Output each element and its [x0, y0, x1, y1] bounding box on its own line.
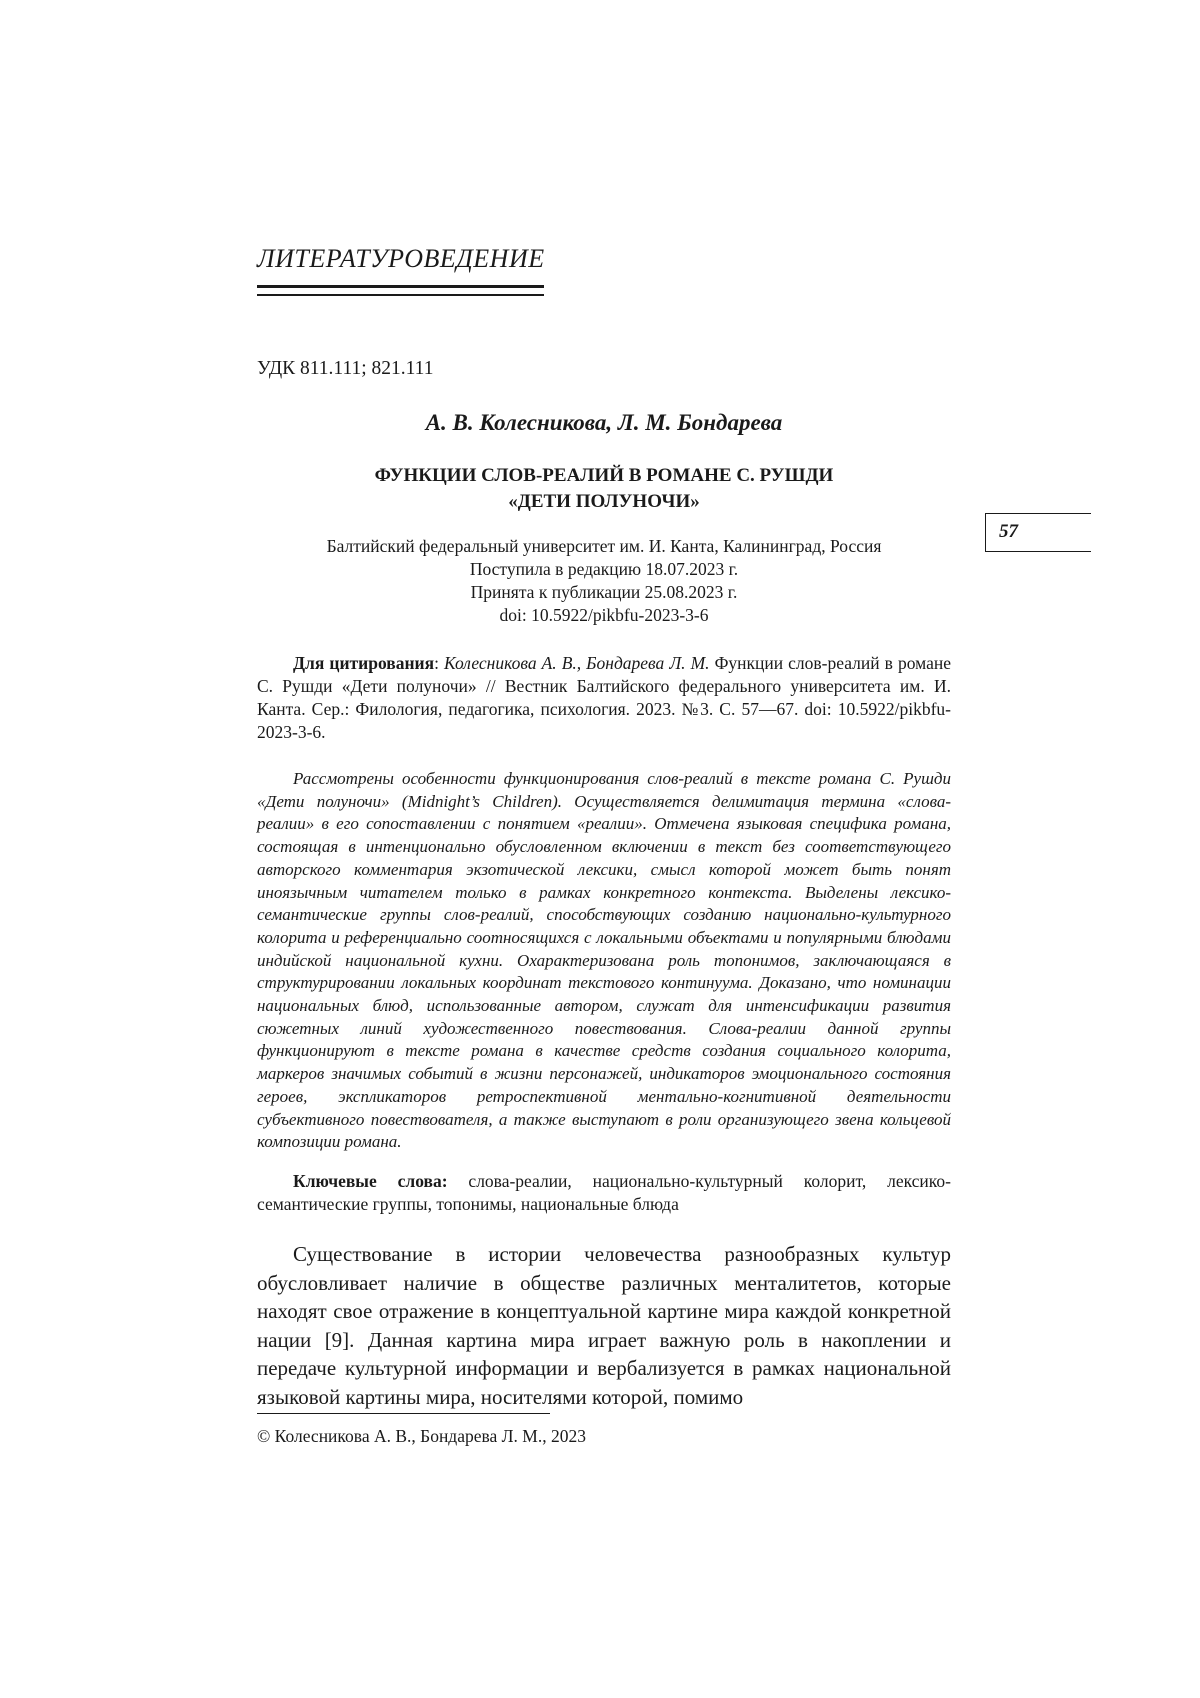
accepted-date: Принята к публикации 25.08.2023 г.: [470, 582, 738, 602]
body-paragraph: Существование в истории человечества разнообразных культур обусловливает наличие в обществе различных менталитетов, которые находят свое отражение в концептуальной картине мира каждой конкретной нации [9]. Данная картина мира играет важную роль в накоплении и передаче культурной информации и вербализуется в рамках национальной языковой картины мира, носителями которой, помимо: [257, 1242, 951, 1409]
article-authors: А. В. Колесникова, Л. М. Бондарева: [425, 410, 783, 435]
abstract: Рассмотрены особенности функционирования слов-реалий в тексте романа С. Рушди «Дети полуночи» (Midnight’s Children). Осуществляется делимитация термина «слова-реалии» в его сопоставлении с понятием «реалии». Отмечена языковая специфика романа, состоящая в интенционально обусловленном включении в текст без соответствующего авторского комментария экзотической лексики, смысл которой может быть понят иноязычным читателем только в рамках конкретного контекста. Выделены лексико-семантические группы слов-реалий, способствующих созданию национально-культурного колорита и референциально соотносящихся с локальными объектами и популярными блюдами индийской национальной кухни. Охарактеризована роль топонимов, заключающаяся в структурировании локальных координат текстового континуума. Доказано, что номинации национальных блюд, использованные автором, служат для интенсификации развития сюжетных линий художественного повествования. Слова-реалии данной группы функционируют в тексте романа в качестве средств создания социального колорита, маркеров значимых событий в жизни персонажей, индикаторов эмоционального состояния героев, экспликаторов ретроспективной ментально-когнитивной деятельности субъективного повествователя, а также выступают в роли организующего звена кольцевой композиции романа.: [257, 769, 951, 1152]
doi: doi: 10.5922/pikbfu-2023-3-6: [499, 605, 709, 625]
article-title-line1: ФУНКЦИИ СЛОВ-РЕАЛИЙ В РОМАНЕ С. РУШДИ: [374, 465, 834, 486]
page-number-box: [985, 513, 1091, 552]
article-title-line2: «ДЕТИ ПОЛУНОЧИ»: [508, 491, 700, 512]
received-date: Поступила в редакцию 18.07.2023 г.: [469, 559, 739, 579]
keywords-label: Ключевые слова:: [293, 1171, 448, 1191]
citation-label: Для цитирования: [293, 653, 435, 673]
keywords-block: [257, 1170, 951, 1216]
section-heading: ЛИТЕРАТУРОВЕДЕНИЕ: [257, 244, 545, 273]
udk-code: УДК 811.111; 821.111: [257, 358, 434, 379]
keywords-text: слова-реалии, национально-культурный колорит, лексико-семантические группы, топонимы, национальные блюда: [257, 1171, 951, 1214]
article-meta: [257, 535, 951, 627]
citation-block: [257, 652, 951, 744]
citation-authors: Колесникова А. В., Бондарева Л. М.: [444, 653, 710, 673]
citation-separator: :: [434, 653, 444, 673]
affiliation: Балтийский федеральный университет им. И. Канта, Калининград, Россия: [326, 536, 882, 556]
page-number: 57: [999, 521, 1018, 542]
section-heading-rule: [257, 285, 544, 296]
article-title: [257, 463, 951, 515]
copyright-footnote: © Колесникова А. В., Бондарева Л. М., 2023: [257, 1426, 586, 1446]
footnote-rule: [257, 1413, 550, 1414]
citation-text: Функции слов-реалий в романе С. Рушди «Дети полуночи» // Вестник Балтийского федерального университета им. И. Канта. Сер.: Филология, педагогика, психология. 2023. №3. С. 57—67. doi: 10.5922/pikbfu-2023-3-6.: [257, 653, 951, 742]
